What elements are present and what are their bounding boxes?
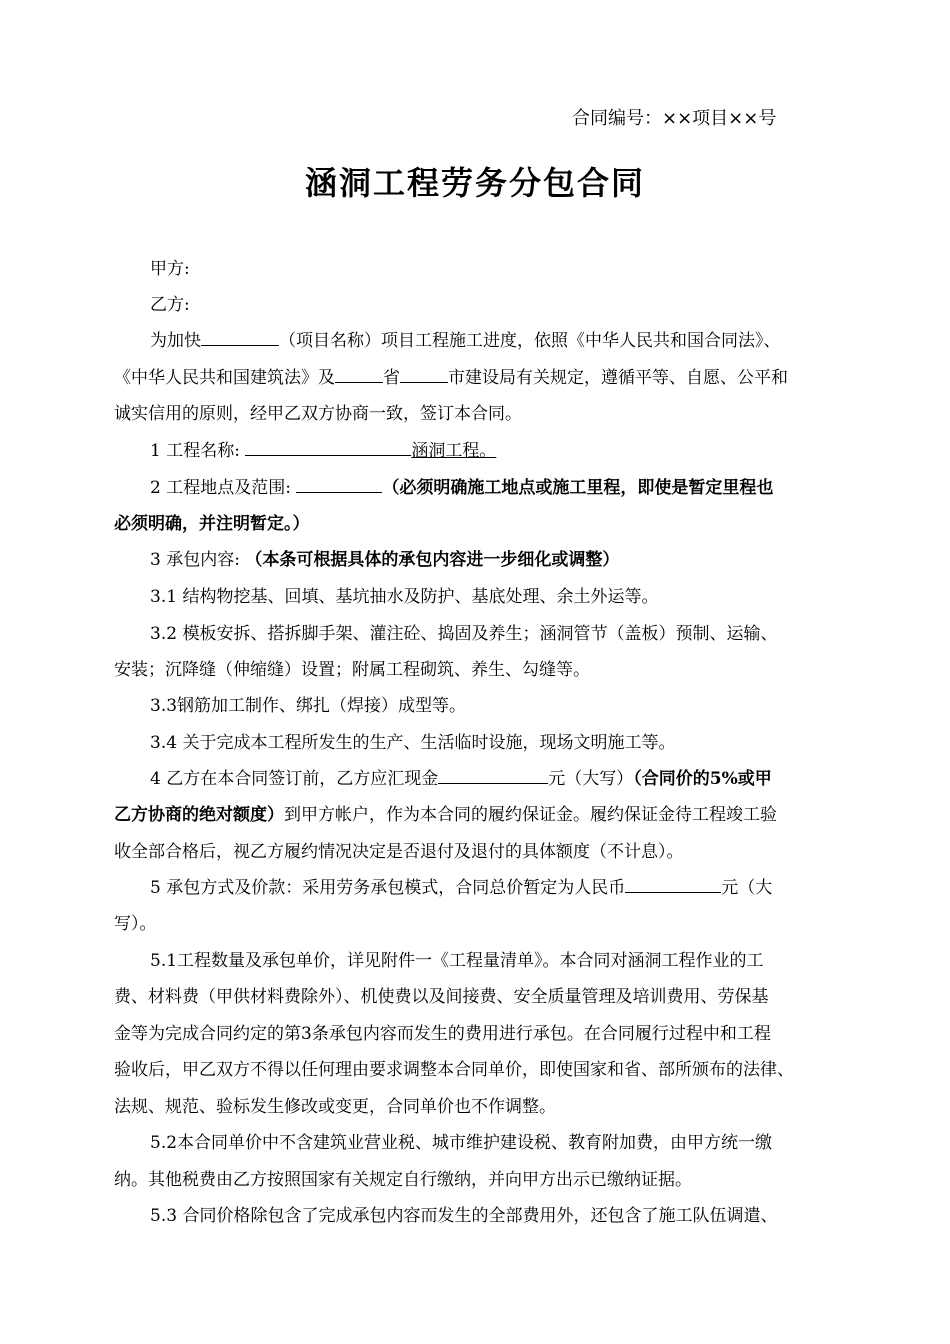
text-span: 5 承包方式及价款：采用劳务承包模式，合同总价暂定为人民币 [150, 878, 626, 898]
clause-4-cont-2: 收全部合格后，视乙方履约情况决定是否退付及退付的具体额度（不计息）。 [114, 842, 684, 862]
fill-blank [400, 366, 448, 383]
clause-3 [150, 548, 619, 572]
text-span: 4 乙方在本合同签订前，乙方应汇现金 [150, 769, 439, 789]
clause-3-4: 3.4 关于完成本工程所发生的生产、生活临时设施，现场文明施工等。 [150, 733, 676, 753]
clause-5 [150, 876, 772, 900]
bold-note: （必须明确施工地点或施工里程，即使是暂定里程也 [382, 478, 774, 498]
fill-blank [201, 329, 279, 346]
party-b: 乙方: [150, 295, 190, 315]
text-span: 省 [383, 368, 400, 388]
preamble-line-2 [114, 366, 788, 390]
text-span: 3 承包内容: [150, 550, 240, 570]
clause-4 [150, 767, 772, 791]
clause-5-2: 5.2本合同单价中不含建筑业营业税、城市维护建设税、教育附加费，由甲方统一缴 [150, 1133, 773, 1153]
fill-blank [296, 476, 382, 493]
clause-5-cont: 写）。 [114, 914, 157, 934]
clause-4-cont [114, 803, 777, 827]
fill-blank [625, 876, 721, 893]
preamble-line-3: 诚实信用的原则，经甲乙双方协商一致，签订本合同。 [114, 404, 522, 424]
fill-blank [245, 439, 411, 456]
bold-note: 必须明确，并注明暂定。） [114, 514, 310, 534]
bold-note: 乙方协商的绝对额度） [114, 805, 284, 825]
party-a: 甲方: [150, 259, 190, 279]
text-span: 1 工程名称: [150, 441, 240, 461]
text-span: 到甲方帐户，作为本合同的履约保证金。履约保证金待工程竣工验 [284, 805, 777, 825]
text-span: （项目名称）项目工程施工进度，依照《中华人民共和国合同法》、 [279, 331, 781, 351]
text-span: 《中华人民共和国建筑法》及 [114, 368, 335, 388]
fill-blank [438, 767, 548, 784]
clause-5-2-cont: 纳。其他税费由乙方按照国家有关规定自行缴纳，并向甲方出示已缴纳证据。 [114, 1170, 692, 1190]
project-name: 涵洞工程。 [411, 441, 497, 461]
clause-5-1-cont-1: 费、材料费（甲供材料费除外）、机使费以及间接费、安全质量管理及培训费用、劳保基 [114, 987, 769, 1007]
clause-2-cont [114, 512, 310, 536]
clause-3-2-cont: 安装；沉降缝（伸缩缝）设置；附属工程砌筑、养生、勾缝等。 [114, 660, 590, 680]
clause-1 [150, 439, 496, 463]
clause-5-1-cont-4: 法规、规范、验标发生修改或变更，合同单价也不作调整。 [114, 1097, 556, 1117]
clause-3-1: 3.1 结构物挖基、回填、基坑抽水及防护、基底处理、余土外运等。 [150, 587, 659, 607]
text-span: 2 工程地点及范围: [150, 478, 291, 498]
text-span: 元（大 [721, 878, 773, 898]
document-title: 涵洞工程劳务分包合同 [304, 164, 645, 202]
text-span: 市建设局有关规定，遵循平等、自愿、公平和 [448, 368, 788, 388]
text-span: 元（大写） [548, 769, 634, 789]
text-span: 为加快 [150, 331, 201, 351]
clause-3-3: 3.3钢筋加工制作、绑扎（焊接）成型等。 [150, 696, 467, 716]
bold-note: （合同价的5%或甲 [633, 769, 772, 789]
fill-blank [335, 366, 383, 383]
bold-note: （本条可根据具体的承包内容进一步细化或调整） [245, 550, 620, 570]
clause-5-3: 5.3 合同价格除包含了完成承包内容而发生的全部费用外，还包含了施工队伍调遣、 [150, 1206, 778, 1226]
contract-number: 合同编号：××项目××号 [572, 108, 777, 129]
clause-5-1-cont-3: 验收后，甲乙双方不得以任何理由要求调整本合同单价，即使国家和省、部所颁布的法律、 [114, 1060, 794, 1080]
preamble-line-1 [150, 329, 781, 353]
clause-5-1-cont-2: 金等为完成合同约定的第3条承包内容而发生的费用进行承包。在合同履行过程中和工程 [114, 1024, 771, 1044]
clause-2 [150, 476, 773, 500]
clause-3-2: 3.2 模板安拆、搭拆脚手架、灌注砼、捣固及养生；涵洞管节（盖板）预制、运输、 [150, 624, 778, 644]
clause-5-1: 5.1工程数量及承包单价，详见附件一《工程量清单》。本合同对涵洞工程作业的工 [150, 951, 764, 971]
